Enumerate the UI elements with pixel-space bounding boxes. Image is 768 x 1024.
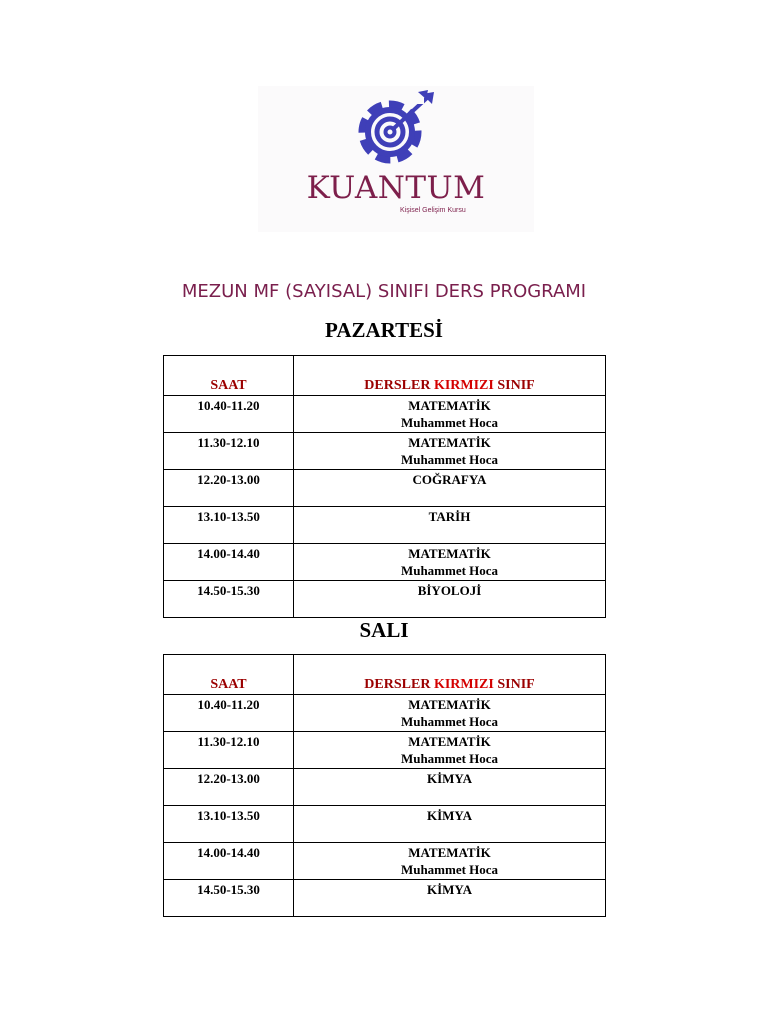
lesson-cell (294, 769, 606, 806)
schedule-table-monday (163, 355, 606, 618)
table-header-row (164, 356, 606, 396)
table-row (164, 806, 606, 843)
lesson-name: COĞRAFYA (412, 472, 487, 487)
lesson-name: MATEMATİK (408, 546, 491, 561)
lesson-cell (294, 544, 606, 581)
header-time: SAAT (164, 356, 294, 396)
brand-tagline: Kişisel Gelişim Kursu (400, 207, 466, 214)
table-row (164, 507, 606, 544)
lesson-cell (294, 806, 606, 843)
header-lessons: DERSLER KIRMIZI SINIF (294, 356, 606, 396)
target-gear-icon (354, 90, 438, 170)
time-cell: 14.50-15.30 (164, 581, 294, 618)
header-time: SAAT (164, 655, 294, 695)
table-row (164, 544, 606, 581)
lesson-name: KİMYA (426, 808, 473, 823)
table-header-row (164, 655, 606, 695)
teacher-name: Muhammet Hoca (400, 714, 499, 729)
time-cell: 13.10-13.50 (164, 806, 294, 843)
lesson-cell (294, 507, 606, 544)
schedule-table-tuesday (163, 654, 606, 917)
lesson-cell (294, 470, 606, 507)
time-cell: 14.50-15.30 (164, 880, 294, 917)
lesson-name: MATEMATİK (408, 398, 491, 413)
time-cell: 12.20-13.00 (164, 769, 294, 806)
teacher-name: Muhammet Hoca (400, 751, 499, 766)
table-row (164, 695, 606, 732)
lesson-name: TARİH (428, 509, 471, 524)
day-title-tuesday: SALI (359, 618, 409, 642)
table-row (164, 732, 606, 769)
lesson-cell (294, 396, 606, 433)
lesson-name: KİMYA (426, 771, 473, 786)
teacher-name: Muhammet Hoca (400, 452, 499, 467)
table-row (164, 880, 606, 917)
header-lessons: DERSLER KIRMIZI SINIF (294, 655, 606, 695)
table-row (164, 470, 606, 507)
teacher-name: Muhammet Hoca (400, 415, 499, 430)
time-cell: 11.30-12.10 (164, 433, 294, 470)
lesson-cell (294, 880, 606, 917)
lesson-name: MATEMATİK (408, 435, 491, 450)
time-cell: 13.10-13.50 (164, 507, 294, 544)
table-row (164, 433, 606, 470)
time-cell: 12.20-13.00 (164, 470, 294, 507)
lesson-cell (294, 433, 606, 470)
kuantum-logo (258, 86, 534, 232)
lesson-name: BİYOLOJİ (417, 583, 482, 598)
day-title-monday: PAZARTESİ (325, 318, 443, 342)
table-row (164, 769, 606, 806)
page-title: MEZUN MF (SAYISAL) SINIFI DERS PROGRAMI (181, 281, 587, 302)
lesson-cell (294, 695, 606, 732)
lesson-cell (294, 732, 606, 769)
brand-name: KUANTUM (306, 170, 486, 206)
lesson-name: KİMYA (426, 882, 473, 897)
teacher-name: Muhammet Hoca (400, 862, 499, 877)
time-cell: 10.40-11.20 (164, 695, 294, 732)
lesson-name: MATEMATİK (408, 697, 491, 712)
time-cell: 14.00-14.40 (164, 544, 294, 581)
time-cell: 14.00-14.40 (164, 843, 294, 880)
table-row (164, 843, 606, 880)
lesson-name: MATEMATİK (408, 734, 491, 749)
lesson-cell (294, 581, 606, 618)
time-cell: 11.30-12.10 (164, 732, 294, 769)
lesson-cell (294, 843, 606, 880)
table-row (164, 396, 606, 433)
lesson-name: MATEMATİK (408, 845, 491, 860)
teacher-name: Muhammet Hoca (400, 563, 499, 578)
time-cell: 10.40-11.20 (164, 396, 294, 433)
table-row (164, 581, 606, 618)
